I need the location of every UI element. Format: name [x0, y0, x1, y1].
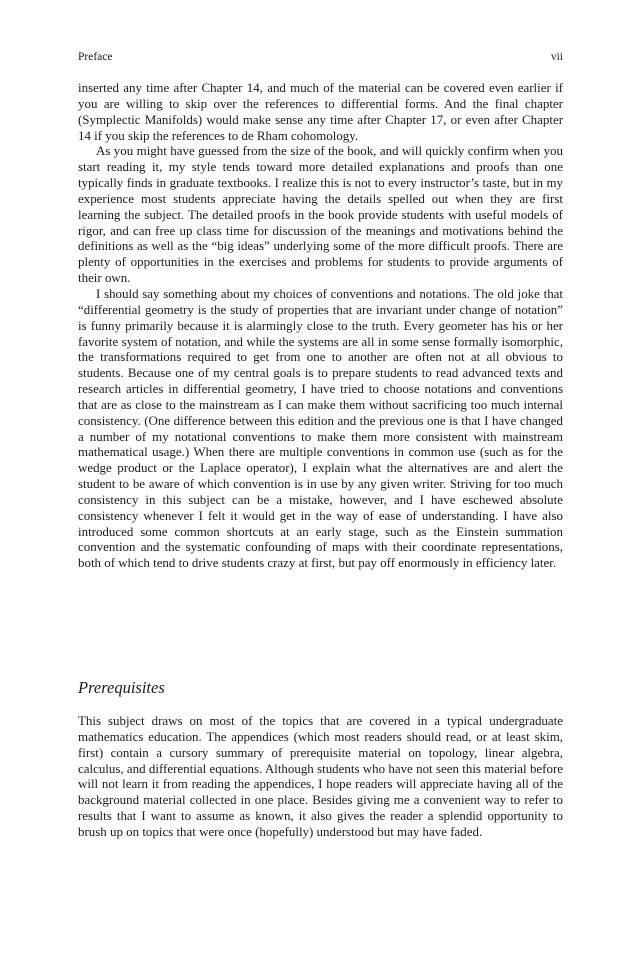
page-number: vii: [550, 51, 563, 63]
preface-body: [78, 80, 563, 571]
paragraph-style: As you might have guessed from the size of the book, and will quickly confirm when you start reading it, my style tends toward more detailed explanations and proofs than one typically finds in graduate textbooks. I realize this is not to every instructor’s taste, but in my experience most students appreciate having the details spelled out when they are first learning the subject. The detailed proofs in the book provide students with useful models of rigor, and can free up class time for discussion of the meanings and motivations behind the definitions as well as the “big ideas” underlying some of the more difficult proofs. There are plenty of opportunities in the exercises and problems for students to provide arguments of their own.: [78, 143, 563, 286]
paragraph-conventions: I should say something about my choices of conventions and notations. The old joke that “differential geometry is the study of properties that are invariant under change of notation” is funny primarily because it is alarmingly close to the truth. Every geometer has his or her favorite system of notation, and while the systems are all in some sense formally isomorphic, the transformations required to get from one to another are often not at all obvious to students. Because one of my central goals is to prepare students to read advanced texts and research articles in differential geometry, I have tried to choose notations and conventions that are as close to the mainstream as I can make them without sacrificing too much internal consistency. (One difference between this edition and the previous one is that I have changed a number of my notational conventions to make them more consistent with mainstream mathematical usage.) When there are multiple conventions in common use (such as for the wedge product or the Laplace operator), I explain what the alternatives are and alert the student to be aware of which convention is in use by any given writer. Striving for too much consistency in this subject can be a mistake, however, and I have eschewed absolute consistency whenever I felt it would get in the way of ease of understanding. I have also introduced some common shortcuts at an early stage, such as the Einstein summation convention and the systematic confounding of maps with their coordinate representations, both of which tend to drive students crazy at first, but pay off enormously in efficiency later.: [78, 285, 563, 571]
running-head-section-title: Preface: [78, 51, 113, 63]
paragraph-continuation: inserted any time after Chapter 14, and much of the material can be covered even earlier if you are willing to skip over the references to differential forms. And the final chapter (Symplectic Manifolds) would make sense any time after Chapter 17, or even after Chapter 14 if you skip the references to de Rham cohomology.: [78, 80, 563, 143]
prerequisites-body: [78, 713, 563, 840]
paragraph-prerequisites: This subject draws on most of the topics that are covered in a typical undergraduate mathematics education. The appendices (which most readers should read, or at least skim, first) contain a cursory summary of prerequisite material on topology, linear algebra, calculus, and differential equations. Although students who have not seen this material before will not learn it from reading the appendices, I hope readers will appreciate having all of the background material collected in one place. Besides giving me a convenient way to refer to results that I want to assume as known, it also gives the reader a splendid opportunity to brush up on topics that were once (hopefully) understood but may have faded.: [78, 713, 563, 839]
section-heading-block: [78, 678, 563, 698]
running-head: [78, 49, 563, 65]
section-heading: Prerequisites: [78, 678, 165, 697]
